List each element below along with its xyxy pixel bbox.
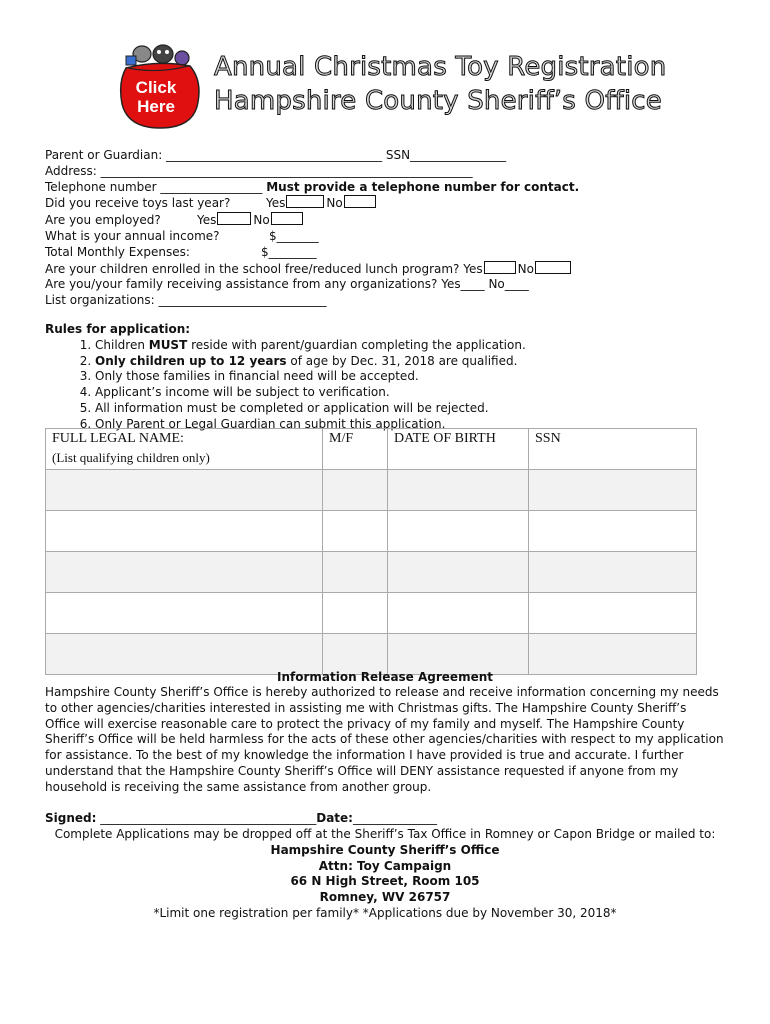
title-line-2: Hampshire County Sheriff’s Office	[214, 86, 662, 116]
organizations-field[interactable]: List organizations: ____________________________	[45, 293, 327, 308]
name-cell[interactable]	[46, 552, 323, 593]
name-cell[interactable]	[46, 511, 323, 552]
sex-cell[interactable]	[323, 552, 388, 593]
expenses-label: Total Monthly Expenses:	[45, 244, 190, 259]
lunch-label: Are your children enrolled in the school free/reduced lunch program?	[45, 261, 460, 276]
rule-item: 6. Only Parent or Legal Guardian can submit this application.	[95, 417, 526, 433]
assistance-yes-field[interactable]: Yes____	[441, 277, 485, 292]
lunch-no-checkbox[interactable]	[535, 261, 571, 274]
ssn-cell[interactable]	[529, 593, 697, 634]
col-sex: M/F	[323, 429, 388, 470]
toys-no-checkbox[interactable]	[344, 195, 376, 208]
address-field[interactable]: Address: ______________________________________________________________	[45, 163, 473, 178]
parent-guardian-field[interactable]: Parent or Guardian: ____________________________________	[45, 148, 383, 162]
employed-label: Are you employed?	[45, 213, 161, 228]
rules-list	[45, 338, 526, 433]
table-row	[46, 511, 697, 552]
children-table	[45, 428, 697, 675]
income-line	[45, 229, 735, 245]
rule-item: 5. All information must be completed or application will be rejected.	[95, 401, 526, 417]
applicant-form	[45, 148, 735, 309]
telephone-line	[45, 180, 735, 196]
deadline-note: *Limit one registration per family* *Applications due by November 30, 2018*	[153, 905, 617, 920]
mailing-address-line-4: Romney, WV 26757	[319, 890, 451, 905]
mailing-address-line-2: Attn: Toy Campaign	[318, 858, 452, 873]
mailing-address-line-1: Hampshire County Sheriff’s Office	[270, 842, 500, 857]
toys-last-year-line	[45, 195, 735, 212]
signature-line	[45, 811, 437, 825]
ssn-cell[interactable]	[529, 470, 697, 511]
table-row	[46, 634, 697, 675]
yes-label: Yes	[463, 261, 483, 276]
table-row	[46, 593, 697, 634]
name-cell[interactable]	[46, 634, 323, 675]
sex-cell[interactable]	[323, 593, 388, 634]
rules-section	[45, 322, 526, 433]
dob-cell[interactable]	[388, 593, 529, 634]
click-here-label: Click Here	[135, 78, 177, 116]
col-full-legal-name: FULL LEGAL NAME: (List qualifying children only)	[46, 429, 323, 470]
assistance-no-field[interactable]: No____	[488, 277, 529, 292]
no-label: No	[326, 196, 343, 211]
page-title	[214, 50, 666, 118]
release-agreement-title: Information Release Agreement	[277, 670, 493, 684]
col-date-of-birth: DATE OF BIRTH	[388, 429, 529, 470]
telephone-field[interactable]: Telephone number _________________	[45, 179, 267, 194]
sex-cell[interactable]	[323, 511, 388, 552]
yes-label: Yes	[266, 196, 286, 211]
dob-cell[interactable]	[388, 511, 529, 552]
expenses-field[interactable]: $________	[261, 244, 317, 259]
mailing-address-line-3: 66 N High Street, Room 105	[290, 874, 480, 889]
assistance-label: Are you/your family receiving assistance from any organizations?	[45, 277, 438, 292]
employed-no-checkbox[interactable]	[271, 212, 303, 225]
date-field[interactable]: ______________	[352, 811, 437, 825]
rule-item: 2. Only children up to 12 years of age by Dec. 31, 2018 are qualified.	[95, 354, 526, 370]
title-line-1: Annual Christmas Toy Registration	[214, 52, 667, 82]
rules-title: Rules for application:	[45, 322, 191, 336]
date-label: Date:	[316, 811, 353, 825]
telephone-note: Must provide a telephone number for contact.	[266, 179, 580, 194]
parent-line	[45, 148, 735, 164]
dob-cell[interactable]	[388, 552, 529, 593]
table-header-row	[46, 429, 697, 470]
ssn-cell[interactable]	[529, 634, 697, 675]
table-row	[46, 470, 697, 511]
assistance-line	[45, 277, 735, 293]
rule-item: 4. Applicant’s income will be subject to verification.	[95, 385, 526, 401]
no-label: No	[517, 261, 534, 276]
col-ssn: SSN	[529, 429, 697, 470]
lunch-yes-checkbox[interactable]	[484, 261, 516, 274]
income-label: What is your annual income?	[45, 228, 220, 243]
dob-cell[interactable]	[388, 634, 529, 675]
employed-line	[45, 212, 735, 229]
signed-label: Signed:	[45, 811, 97, 825]
no-label: No	[253, 213, 270, 228]
expenses-line	[45, 245, 735, 261]
income-field[interactable]: $_______	[269, 228, 319, 243]
dob-cell[interactable]	[388, 470, 529, 511]
signature-field[interactable]: ____________________________________	[96, 811, 317, 825]
rule-item: 1. Children MUST reside with parent/guardian completing the application.	[95, 338, 526, 354]
ssn-cell[interactable]	[529, 511, 697, 552]
sex-cell[interactable]	[323, 634, 388, 675]
toys-last-year-label: Did you receive toys last year?	[45, 196, 231, 211]
name-cell[interactable]	[46, 593, 323, 634]
footer	[0, 827, 770, 922]
dropoff-instructions: Complete Applications may be dropped off at the Sheriff’s Tax Office in Romney or Capon Bridge or mailed to:	[54, 827, 716, 841]
release-agreement-text: Hampshire County Sheriff’s Office is hereby authorized to release and receive information concerning my needs to other agencies/charities interested in assisting me with Christmas gifts. The Hampshire County Sheriff’s Office will exercise reasonable care to protect the privacy of my family and myself. The Hampshire County Sheriff’s Office will be held harmless for the acts of these other agencies/charities with respect to my application for assistance. To the best of my knowledge the information I have provided is true and accurate. I further understand that the Hampshire County Sheriff’s Office will DENY assistance requested if anyone from my household is receiving the same assistance from another group.	[45, 685, 724, 794]
toys-yes-checkbox[interactable]	[286, 195, 324, 208]
ssn-field[interactable]: SSN________________	[382, 148, 507, 162]
lunch-line	[45, 261, 735, 278]
employed-yes-checkbox[interactable]	[217, 212, 251, 225]
name-cell[interactable]	[46, 470, 323, 511]
table-row	[46, 552, 697, 593]
ssn-cell[interactable]	[529, 552, 697, 593]
rule-item: 3. Only those families in financial need will be accepted.	[95, 369, 526, 385]
sex-cell[interactable]	[323, 470, 388, 511]
yes-label: Yes	[197, 213, 217, 228]
